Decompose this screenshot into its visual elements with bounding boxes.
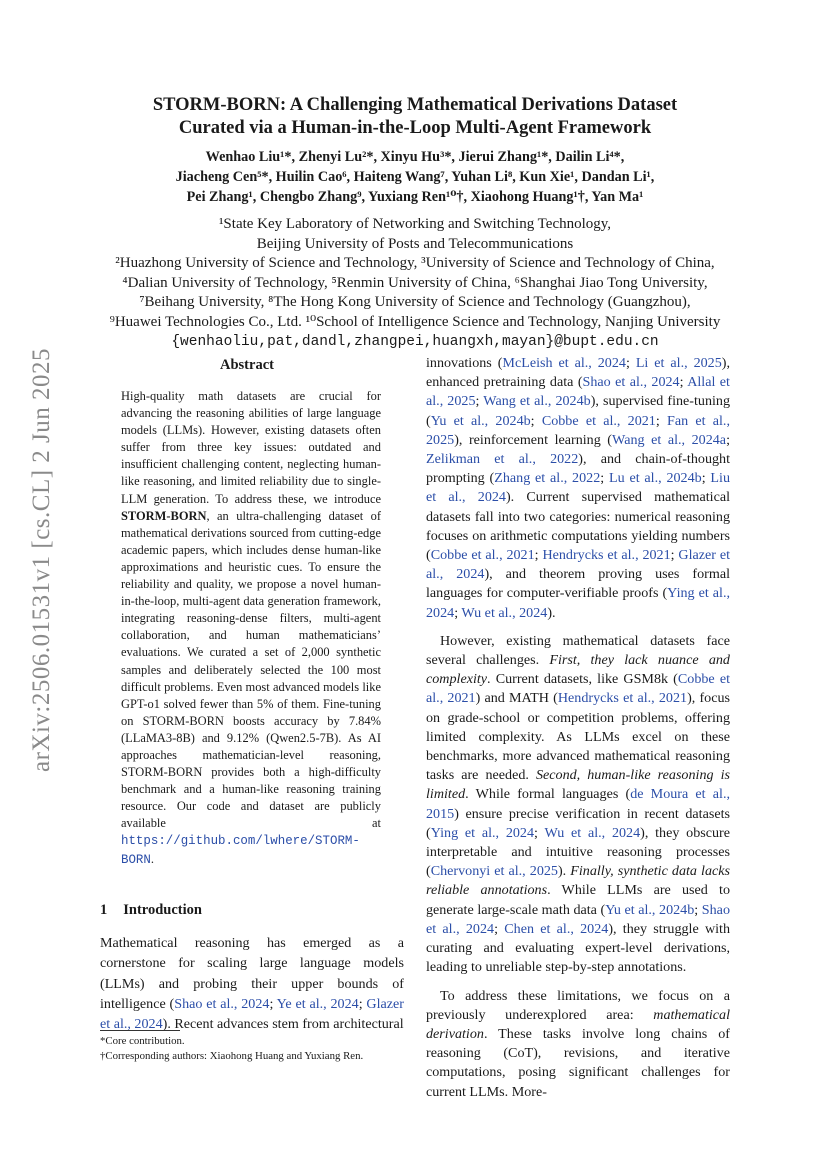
body-text: ), and chain-of-thought prompting (	[426, 451, 730, 487]
author-line-1: Wenhao Liu¹*, Zhenyi Lu²*, Xinyu Hu³*, Jierui Zhang¹*, Dailin Li⁴*,	[205, 149, 625, 165]
footnote-core-contribution: *Core contribution.	[100, 1035, 185, 1047]
citation-link[interactable]: Glazer et al., 2024	[100, 995, 404, 1033]
affiliation-line-1: ¹State Key Laboratory of Networking and Switching Technology,	[218, 216, 612, 232]
citation-link[interactable]: Ying et al., 2024	[430, 824, 535, 841]
citation-link[interactable]: Wu et al., 2024	[461, 604, 548, 621]
body-text: ) ensure precise verification in recent datasets (	[426, 805, 730, 841]
footnote-corresponding-authors: †Corresponding authors: Xiaohong Huang and Yuxiang Ren.	[100, 1049, 364, 1062]
emphasis-text: Second, human-like reasoning is limited	[426, 767, 730, 803]
body-text: To address these limitations, we focus on a previously underexplored area:	[426, 987, 730, 1023]
abstract-text-b: , an ultra-challenging dataset of mathematical derivations sourced from cutting-edge academic papers, which includes dense human-like approximations and heuristic cues. To ensure the reliability and quality, we propose a novel human-in-the-loop, multi-agent data generation framework, integrating reasoning-dense filters, multi-agent collaboration, and human mathematicians’ evaluations. We curated a set of 2,000 synthetic samples and deliberately selected the 100 most difficult problems. Even most advanced models like GPT-o1 solved fewer than 5% of them. Fine-tuning on STORM-BORN boosts accuracy by 7.84% (LLaMA3-8B) and 9.12% (Qwen2.5-7B). As AI approaches mathematician-level reasoning, STORM-BORN provides both a high-difficulty benchmark and a human-like reasoning training resource. Our code and dataset are publicly available at	[121, 508, 381, 831]
citation-link[interactable]: McLeish et al., 2024	[502, 355, 626, 371]
github-link[interactable]: https://github.com/lwhere/STORM-BORN	[121, 834, 360, 867]
citation-link[interactable]: Lu et al., 2024b	[608, 470, 702, 487]
citation-link[interactable]: Wang et al., 2024b	[483, 393, 591, 410]
affiliation-line-5: ⁷Beihang University, ⁸The Hong Kong University of Science and Technology (Guangzhou),	[139, 294, 691, 311]
abstract-text-a: High-quality math datasets are crucial for advancing the reasoning abilities of large language models (LLMs). However, existing datasets often suffer from three key issues: outdated and insufficient challenging content, neglecting human-like reasoning, and limited reliability due to single-LLM generation. To address these, we introduce	[121, 389, 381, 506]
right-paragraph-2: However, existing mathematical datasets face several challenges. First, they lack nuance and complexity. Current datasets, like GSM8k (Cobbe et al., 2021) and MATH (Hendrycks et al., 2021), focus on grade-school or competition problems, offering limited complexity. As LLMs excel on these benchmarks, more advanced mathematical reasoning tasks are needed. Second, human-like reasoning is limited. While formal languages (de Moura et al., 2015) ensure precise verification in recent datasets (Ying et al., 2024; Wu et al., 2024), they obscure interpretable and intuitive reasoning processes (Chervonyi et al., 2025). Finally, synthetic data lacks reliable annotations. While LLMs are used to generate large-scale math data (Yu et al., 2024b; Shao et al., 2024; Chen et al., 2024), they struggle with curating and evaluating expert-level derivations, leading to unreliable step-by-step annotations.	[426, 632, 731, 976]
citation-link[interactable]: Zelikman et al., 2022	[426, 451, 579, 468]
citation-link[interactable]: Wu et al., 2024	[544, 824, 641, 841]
citation-link[interactable]: Cobbe et al., 2021	[541, 412, 656, 429]
body-text: ).	[557, 863, 571, 880]
title-line-1: STORM-BORN: A Challenging Mathematical Derivations Dataset	[152, 95, 678, 115]
body-text: ), they struggle with curating and evaluating expert-level derivations, leading to unreliable step-by-step annotations.	[426, 920, 731, 976]
dataset-name: STORM-BORN	[121, 508, 207, 523]
citation-link[interactable]: Yu et al., 2024b	[605, 901, 695, 918]
author-line-2: Jiacheng Cen⁵*, Huilin Cao⁶, Haiteng Wang⁷, Yuhan Li⁸, Kun Xie¹, Dandan Li¹,	[175, 169, 655, 185]
citation-link[interactable]: Chen et al., 2024	[504, 920, 609, 937]
citation-link[interactable]: Shao et al., 2024	[426, 901, 730, 937]
body-text: ). Current supervised mathematical datasets fall into two categories: numerical reasoning focuses on arithmetic computations yielding numbers (	[426, 489, 731, 564]
abstract-body	[121, 388, 381, 869]
citation-link[interactable]: Ye et al., 2024	[276, 995, 359, 1012]
citation-link[interactable]: Zhang et al., 2022	[494, 470, 601, 487]
citation-link[interactable]: Hendrycks et al., 2021	[557, 690, 688, 707]
citation-link[interactable]: Shao et al., 2024	[582, 374, 680, 391]
emphasis-text: mathematical derivation	[426, 1006, 730, 1042]
citation-link[interactable]: Liu et al., 2024	[426, 470, 730, 506]
right-column	[426, 354, 730, 1111]
citation-link[interactable]: Li et al., 2025	[635, 355, 722, 371]
body-text: ).	[547, 604, 556, 621]
footnote-divider	[100, 1030, 180, 1031]
right-paragraph-1: innovations (McLeish et al., 2024; Li et al., 2025), enhanced pretraining data (Shao et al., 2024; Allal et al., 2025; Wang et al., 2024b), supervised fine-tuning (Yu et al., 2024b; Cobbe et al., 2021; Fan et al., 2025), reinforcement learning (Wang et al., 2024a; Zelikman et al., 2022), and chain-of-thought prompting (Zhang et al., 2022; Lu et al., 2024b; Liu et al., 2024). Current supervised mathematical datasets fall into two categories: numerical reasoning focuses on arithmetic computations yielding numbers (Cobbe et al., 2021; Hendrycks et al., 2021; Glazer et al., 2024), and theorem proving uses formal languages for computer-verifiable proofs (Ying et al., 2024; Wu et al., 2024).	[426, 355, 731, 621]
body-text: ), focus on grade-school or competition problems, offering limited complexity. As LLMs excel on these benchmarks, more advanced mathematical reasoning tasks are needed.	[426, 690, 730, 784]
citation-link[interactable]: Chervonyi et al., 2025	[430, 863, 558, 880]
footnotes	[100, 1034, 404, 1063]
section-number: 1	[100, 902, 108, 918]
citation-link[interactable]: Hendrycks et al., 2021	[542, 547, 671, 564]
body-text: . Current datasets, like GSM8k (	[487, 671, 678, 688]
body-text: . While formal languages (	[465, 786, 631, 803]
intro-text: ). Recent advances stem from architectural	[162, 1016, 404, 1033]
title-line-2: Curated via a Human-in-the-Loop Multi-Agent Framework	[178, 118, 652, 138]
body-text: ), supervised fine-tuning (	[426, 393, 731, 429]
citation-link[interactable]: de Moura et al., 2015	[426, 786, 730, 822]
paper-title	[100, 94, 730, 140]
intro-paragraph-1: Mathematical reasoning has emerged as a cornerstone for scaling large language models (LLMs) and probing their upper bounds of intelligence (Shao et al., 2024; Ye et al., 2024; Glazer et al., 2024). Recent advances stem from architectural	[100, 935, 404, 1033]
section-title: Introduction	[123, 902, 202, 918]
abstract-heading: Abstract	[220, 357, 274, 373]
abstract-text-c: .	[150, 851, 154, 866]
citation-link[interactable]: Yu et al., 2024b	[430, 412, 531, 429]
author-line-3: Pei Zhang¹, Chengbo Zhang⁹, Yuxiang Ren¹⁰†, Xiaohong Huang¹†, Yan Ma¹	[186, 189, 644, 205]
citation-link[interactable]: Glazer et al., 2024	[426, 547, 731, 583]
citation-link[interactable]: Allal et al., 2025	[426, 374, 730, 410]
body-text: ), they obscure interpretable and intuitive reasoning processes (	[426, 824, 730, 880]
citation-link[interactable]: Wang et al., 2024a	[612, 431, 727, 448]
affiliation-line-3: ²Huazhong University of Science and Technology, ³University of Science and Technology of China,	[115, 255, 715, 272]
emphasis-text: First, they lack nuance and complexity	[426, 652, 730, 688]
author-emails: {wenhaoliu,pat,dandl,zhangpei,huangxh,mayan}@bupt.edu.cn	[171, 333, 659, 350]
citation-link[interactable]: Cobbe et al., 2021	[430, 547, 535, 564]
affiliation-line-4: ⁴Dalian University of Technology, ⁵Renmin University of China, ⁶Shanghai Jiao Tong University,	[122, 274, 708, 291]
body-text: . These tasks involve long chains of reasoning (CoT), revisions, and iterative computations, posing significant challenges for current LLMs. More-	[426, 1025, 730, 1100]
affiliations	[60, 215, 770, 352]
affiliation-line-2: Beijing University of Posts and Telecommunications	[256, 235, 574, 252]
author-list	[100, 147, 730, 207]
arxiv-sidebar-stamp: arXiv:2506.01531v1 [cs.CL] 2 Jun 2025	[28, 347, 55, 772]
citation-link[interactable]: Shao et al., 2024	[174, 995, 270, 1012]
citation-link[interactable]: Cobbe et al., 2021	[426, 671, 730, 707]
body-text: However, existing mathematical datasets face several challenges.	[426, 632, 730, 669]
body-text: ), reinforcement learning (	[454, 431, 613, 448]
body-text: ), enhanced pretraining data (	[426, 355, 730, 391]
body-text: ) and MATH (	[475, 690, 558, 707]
emphasis-text: Finally, synthetic data lacks reliable annotations	[426, 863, 730, 899]
right-paragraph-3	[426, 987, 730, 1102]
citation-link[interactable]: Ying et al., 2024	[426, 585, 730, 621]
affiliation-line-6: ⁹Huawei Technologies Co., Ltd. ¹⁰School of Intelligence Science and Technology, Nanjing University	[109, 313, 721, 330]
body-text: . While LLMs are used to generate large-scale math data (	[426, 882, 730, 918]
body-text: ), and theorem proving uses formal languages for computer-verifiable proofs (	[426, 566, 730, 602]
body-text: innovations (	[426, 355, 503, 371]
citation-link[interactable]: Fan et al., 2025	[426, 412, 730, 448]
section-heading-introduction	[100, 902, 202, 919]
intro-text: Mathematical reasoning has emerged as a cornerstone for scaling large language models (LLMs) and probing their upper bounds of intelligence (	[100, 935, 404, 1012]
